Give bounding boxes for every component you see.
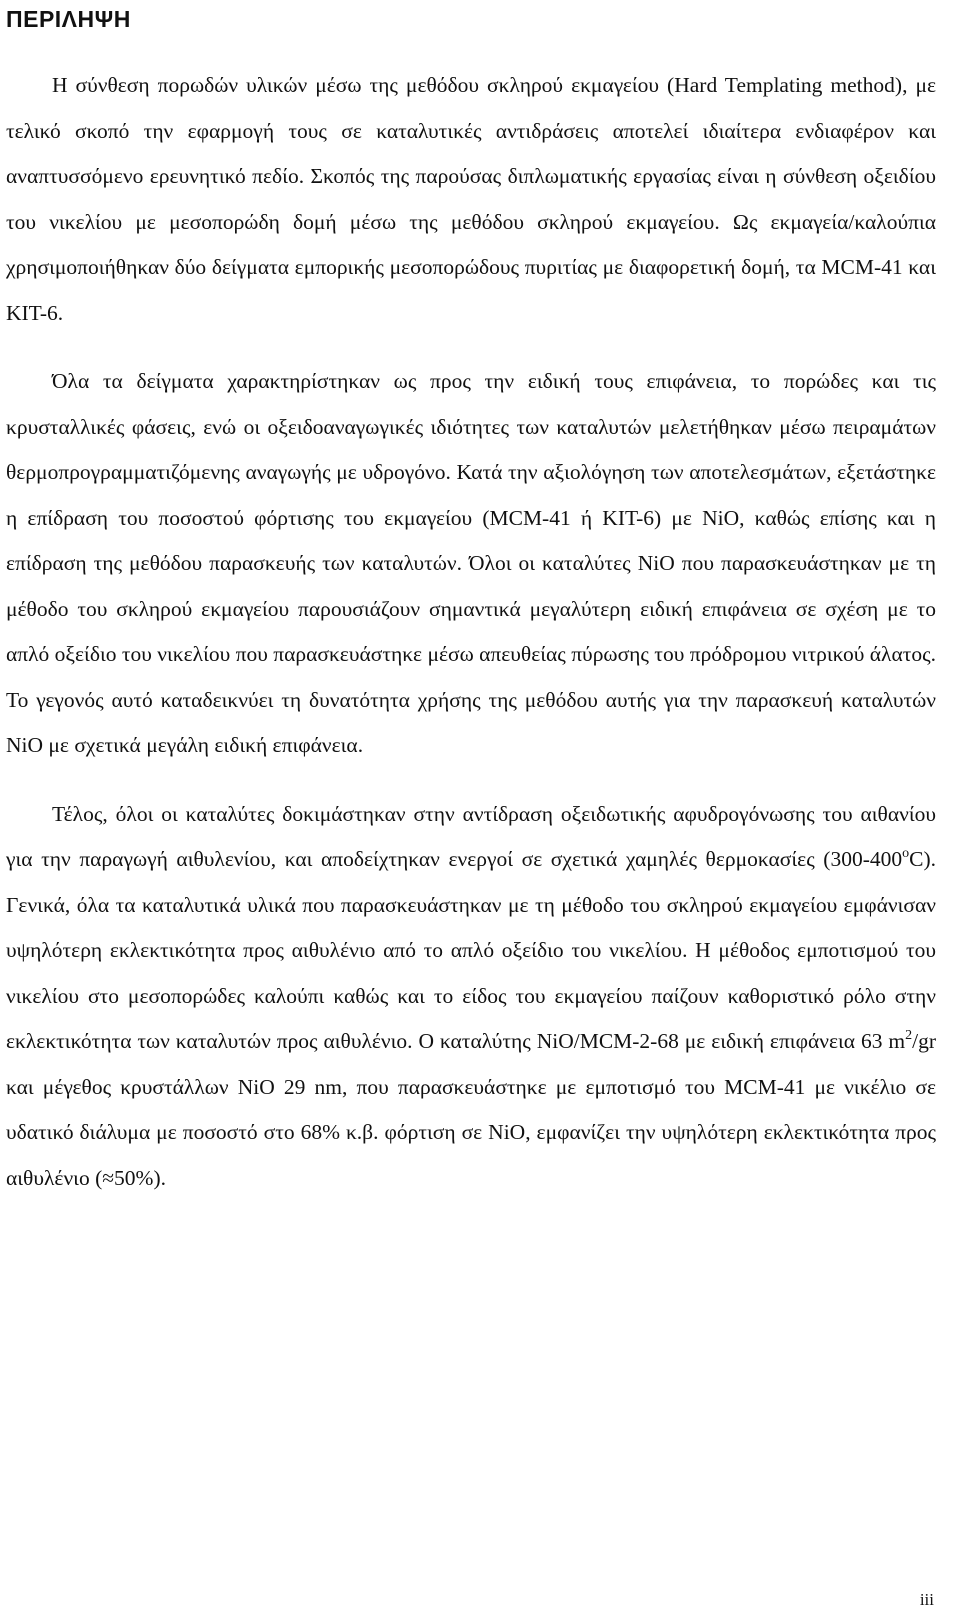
page-title: ΠΕΡΙΛΗΨΗ [6,6,131,32]
paragraph-3-text-2: C). Γενικά, όλα τα καταλυτικά υλικά που παρασκευάστηκαν με τη μέθοδο του σκληρού εκμαγείου εμφάνισαν υψηλότερη εκλεκτικότητα προς αιθυλένιο από το απλό οξείδιο του νικελίου. Η μέθοδος εμποτισμού του νικελίου στο μεσοπορώδες καλούπι καθώς και το είδος του εκμαγείου παίζουν καθοριστικό ρόλο στην εκλεκτικότητα των καταλυτών προς αιθυλένιο. Ο καταλύτης NiO/MCM-2-68 με ειδική επιφάνεια 63 m [6,847,936,1053]
squared-superscript: 2 [905,1028,913,1043]
page-number: iii [919,1590,934,1609]
paragraph-3-text-1: Τέλος, όλοι οι καταλύτες δοκιμάστηκαν στην αντίδραση οξειδωτικής αφυδρογόνωσης του αιθανίου για την παραγωγή αιθυλενίου, και αποδείχτηκαν ενεργοί σε σχετικά χαμηλές θερμοκασίες (300-400 [6,801,936,871]
paragraph-3-text-3: /gr και μέγεθος κρυστάλλων NiO 29 nm, που παρασκευάστηκε με εμποτισμό του MCM-41 με νικέλιο σε υδατικό διάλυμα με ποσοστό στο 68% κ.β. φόρτιση σε NiO, εμφανίζει την υψηλότερη εκλεκτικότητα προς αιθυλένιο (≈50%). [6,1029,936,1190]
paragraph-1: Η σύνθεση πορωδών υλικών μέσω της μεθόδου σκληρού εκμαγείου (Hard Templating method), με τελικό σκοπό την εφαρμογή τους σε καταλυτικές αντιδράσεις αποτελεί ιδιαίτερα ενδιαφέρον και αναπτυσσόμενο ερευνητικό πεδίο. Σκοπός της παρούσας διπλωματικής εργασίας είναι η σύνθεση οξειδίου του νικελίου με μεσοπορώδη δομή μέσω της μεθόδου σκληρού εκμαγείου. Ως εκμαγεία/καλούπια χρησιμοποιήθηκαν δύο δείγματα εμπορικής μεσοπορώδους πυριτίας με διαφορετική δομή, τα MCM-41 και KIT-6. [6,73,936,325]
paragraph-2: Όλα τα δείγματα χαρακτηρίστηκαν ως προς την ειδική τους επιφάνεια, το πορώδες και τις κρυσταλλικές φάσεις, ενώ οι οξειδοαναγωγικές ιδιότητες των καταλυτών μελετήθηκαν μέσω πειραμάτων θερμοπρογραμματιζόμενης αναγωγής με υδρογόνο. Κατά την αξιολόγηση των αποτελεσμάτων, εξετάστηκε η επίδραση του ποσοστού φόρτισης του εκμαγείου (MCM-41 ή KIT-6) με NiO, καθώς επίσης και η επίδραση της μεθόδου παρασκευής των καταλυτών. Όλοι οι καταλύτες NiO που παρασκευάστηκαν με τη μέθοδο του σκληρού εκμαγείου παρουσιάζουν σημαντικά μεγαλύτερη ειδική επιφάνεια σε σχέση με το απλό οξείδιο του νικελίου που παρασκευάστηκε μέσω απευθείας πύρωσης του πρόδρομου νιτρικού άλατος. Το γεγονός αυτό καταδεικνύει τη δυνατότητα χρήσης της μεθόδου αυτής για την παρασκευή καταλυτών NiO με σχετικά μεγάλη ειδική επιφάνεια. [6,369,936,757]
degree-superscript: o [902,846,910,861]
paragraph-3 [6,792,936,1202]
